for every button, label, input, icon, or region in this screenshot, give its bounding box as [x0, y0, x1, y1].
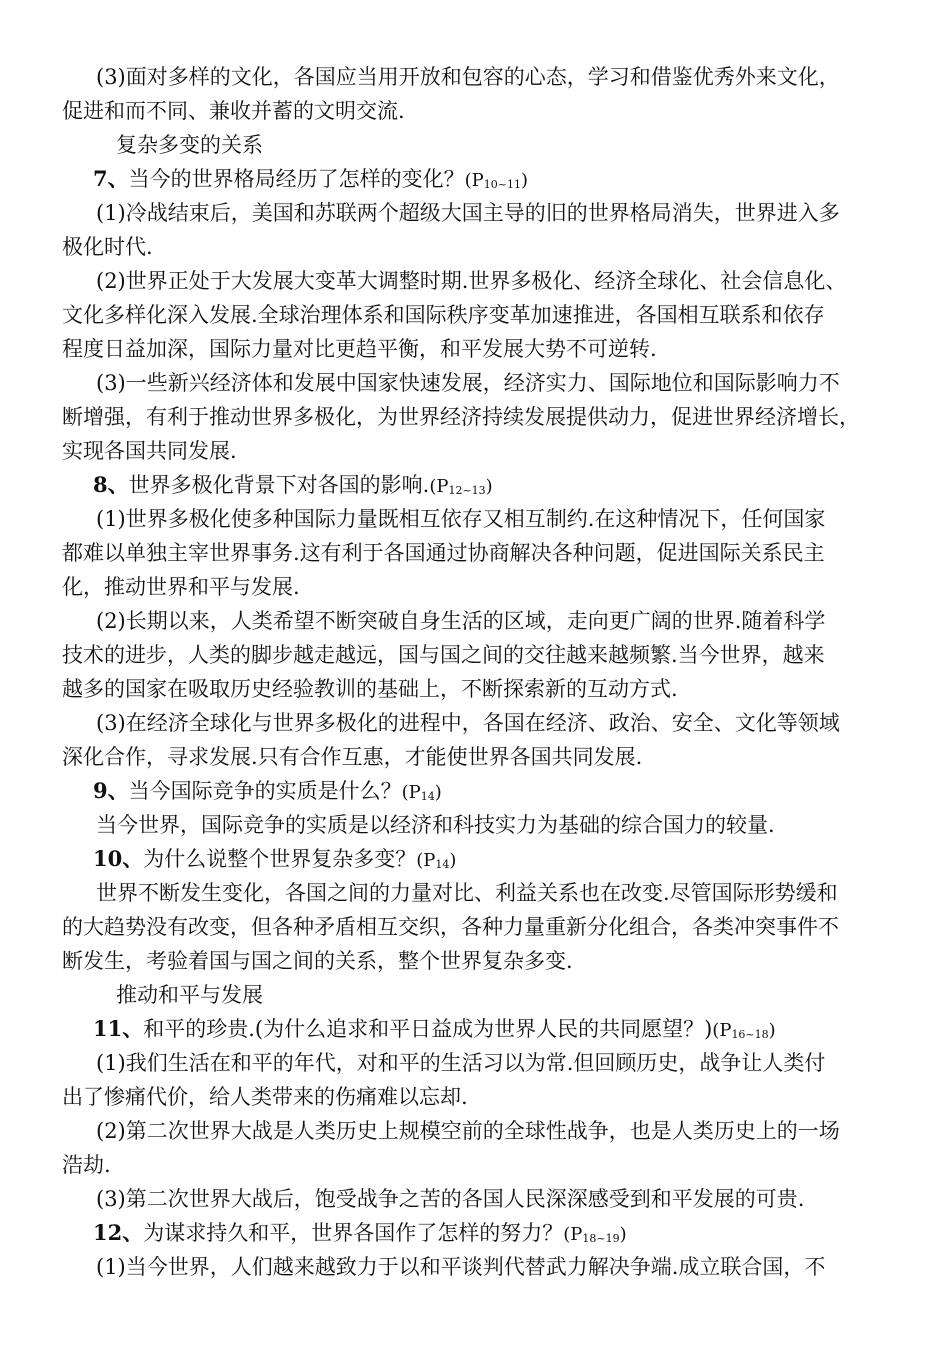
section-heading: 复杂多变的关系 [116, 133, 263, 157]
text-line: 出了惨痛代价，给人类带来的伤痛难以忘却. [62, 1085, 468, 1109]
page-ref: $(P_{12\sim 13})$ [429, 476, 493, 497]
text-line: 化，推动世界和平与发展. [62, 575, 300, 599]
text-line: (1)冷战结束后，美国和苏联两个超级大国主导的旧的世界格局消失，世界进入多 [96, 201, 840, 225]
text-line: 深化合作，寻求发展.只有合作互惠，才能使世界各国共同发展. [62, 745, 643, 769]
text-line: 断增强，有利于推动世界多极化，为世界经济持续发展提供动力，促进世界经济增长， [62, 405, 860, 429]
text-line: (1)世界多极化使多种国际力量既相互依存又相互制约.在这种情况下，任何国家 [96, 507, 826, 531]
question-number: 11、 [93, 1016, 144, 1041]
text-line: (3)第二次世界大战后，饱受战争之苦的各国人民深深感受到和平发展的可贵. [96, 1187, 805, 1211]
question-number: 12、 [93, 1220, 144, 1245]
text-line: 越多的国家在吸取历史经验教训的基础上，不断探索新的互动方式. [62, 677, 678, 701]
text-line: 程度日益加深，国际力量对比更趋平衡，和平发展大势不可逆转. [62, 337, 657, 361]
question-number: 8、 [93, 472, 129, 497]
text-line: (1)我们生活在和平的年代，对和平的生活习以为常.但回顾历史，战争让人类付 [96, 1051, 826, 1075]
question-text: 当今的世界格局经历了怎样的变化？ [128, 167, 465, 191]
text-line: 的大趋势没有改变，但各种矛盾相互交织，各种力量重新分化组合，各类冲突事件不 [62, 915, 839, 939]
question-heading [93, 471, 493, 505]
question-heading [93, 777, 442, 811]
question-heading [93, 1219, 627, 1253]
question-text: 和平的珍贵.(为什么追求和平日益成为世界人民的共同愿望？) [143, 1017, 713, 1041]
question-text: 世界多极化背景下对各国的影响. [128, 473, 430, 497]
text-line: 促进和而不同、兼收并蓄的文明交流. [62, 99, 405, 123]
page-ref: $(P_{16\sim 18})$ [712, 1020, 776, 1041]
text-line: 浩劫. [62, 1153, 111, 1177]
text-line: 文化多样化深入发展.全球治理体系和国际秩序变革加速推进，各国相互联系和依存 [62, 303, 825, 327]
text-line: (3)面对多样的文化，各国应当用开放和包容的心态，学习和借鉴优秀外来文化， [96, 65, 840, 89]
text-line: (1)当今世界，人们越来越致力于以和平谈判代替武力解决争端.成立联合国，不 [96, 1255, 826, 1279]
text-line: (2)世界正处于大发展大变革大调整时期.世界多极化、经济全球化、社会信息化、 [96, 269, 847, 293]
text-line: 断发生，考验着国与国之间的关系，整个世界复杂多变. [62, 949, 573, 973]
question-text: 为什么说整个世界复杂多变？ [143, 847, 417, 871]
text-line: 当今世界，国际竞争的实质是以经济和科技实力为基础的综合国力的较量. [96, 813, 775, 837]
question-text: 当今国际竞争的实质是什么？ [128, 779, 402, 803]
question-heading [93, 845, 456, 879]
question-heading [93, 1015, 776, 1049]
question-text: 为谋求持久和平，世界各国作了怎样的努力？ [143, 1221, 564, 1245]
text-line: 实现各国共同发展. [62, 439, 237, 463]
question-number: 9、 [93, 778, 129, 803]
text-line: 世界不断发生变化，各国之间的力量对比、利益关系也在改变.尽管国际形势缓和 [96, 881, 838, 905]
page-ref: $(P_{14})$ [401, 782, 442, 803]
text-line: 极化时代. [62, 235, 153, 259]
page-ref: $(P_{10\sim 11})$ [464, 170, 529, 191]
text-line: (2)长期以来，人类希望不断突破自身生活的区域，走向更广阔的世界.随着科学 [96, 609, 826, 633]
question-number: 10、 [93, 846, 144, 871]
page-ref: $(P_{18\sim 19})$ [563, 1224, 627, 1245]
text-line: (2)第二次世界大战是人类历史上规模空前的全球性战争，也是人类历史上的一场 [96, 1119, 840, 1143]
text-line: 技术的进步，人类的脚步越走越远，国与国之间的交往越来越频繁.当今世界，越来 [62, 643, 825, 667]
text-line: (3)一些新兴经济体和发展中国家快速发展，经济实力、国际地位和国际影响力不 [96, 371, 840, 395]
question-number: 7、 [93, 166, 129, 191]
text-line: (3)在经济全球化与世界多极化的进程中，各国在经济、政治、安全、文化等领域 [96, 711, 840, 735]
text-line: 都难以单独主宰世界事务.这有利于各国通过协商解决各种问题，促进国际关系民主 [62, 541, 825, 565]
page-ref: $(P_{14})$ [416, 850, 457, 871]
section-heading: 推动和平与发展 [116, 983, 263, 1007]
question-heading [93, 165, 528, 199]
